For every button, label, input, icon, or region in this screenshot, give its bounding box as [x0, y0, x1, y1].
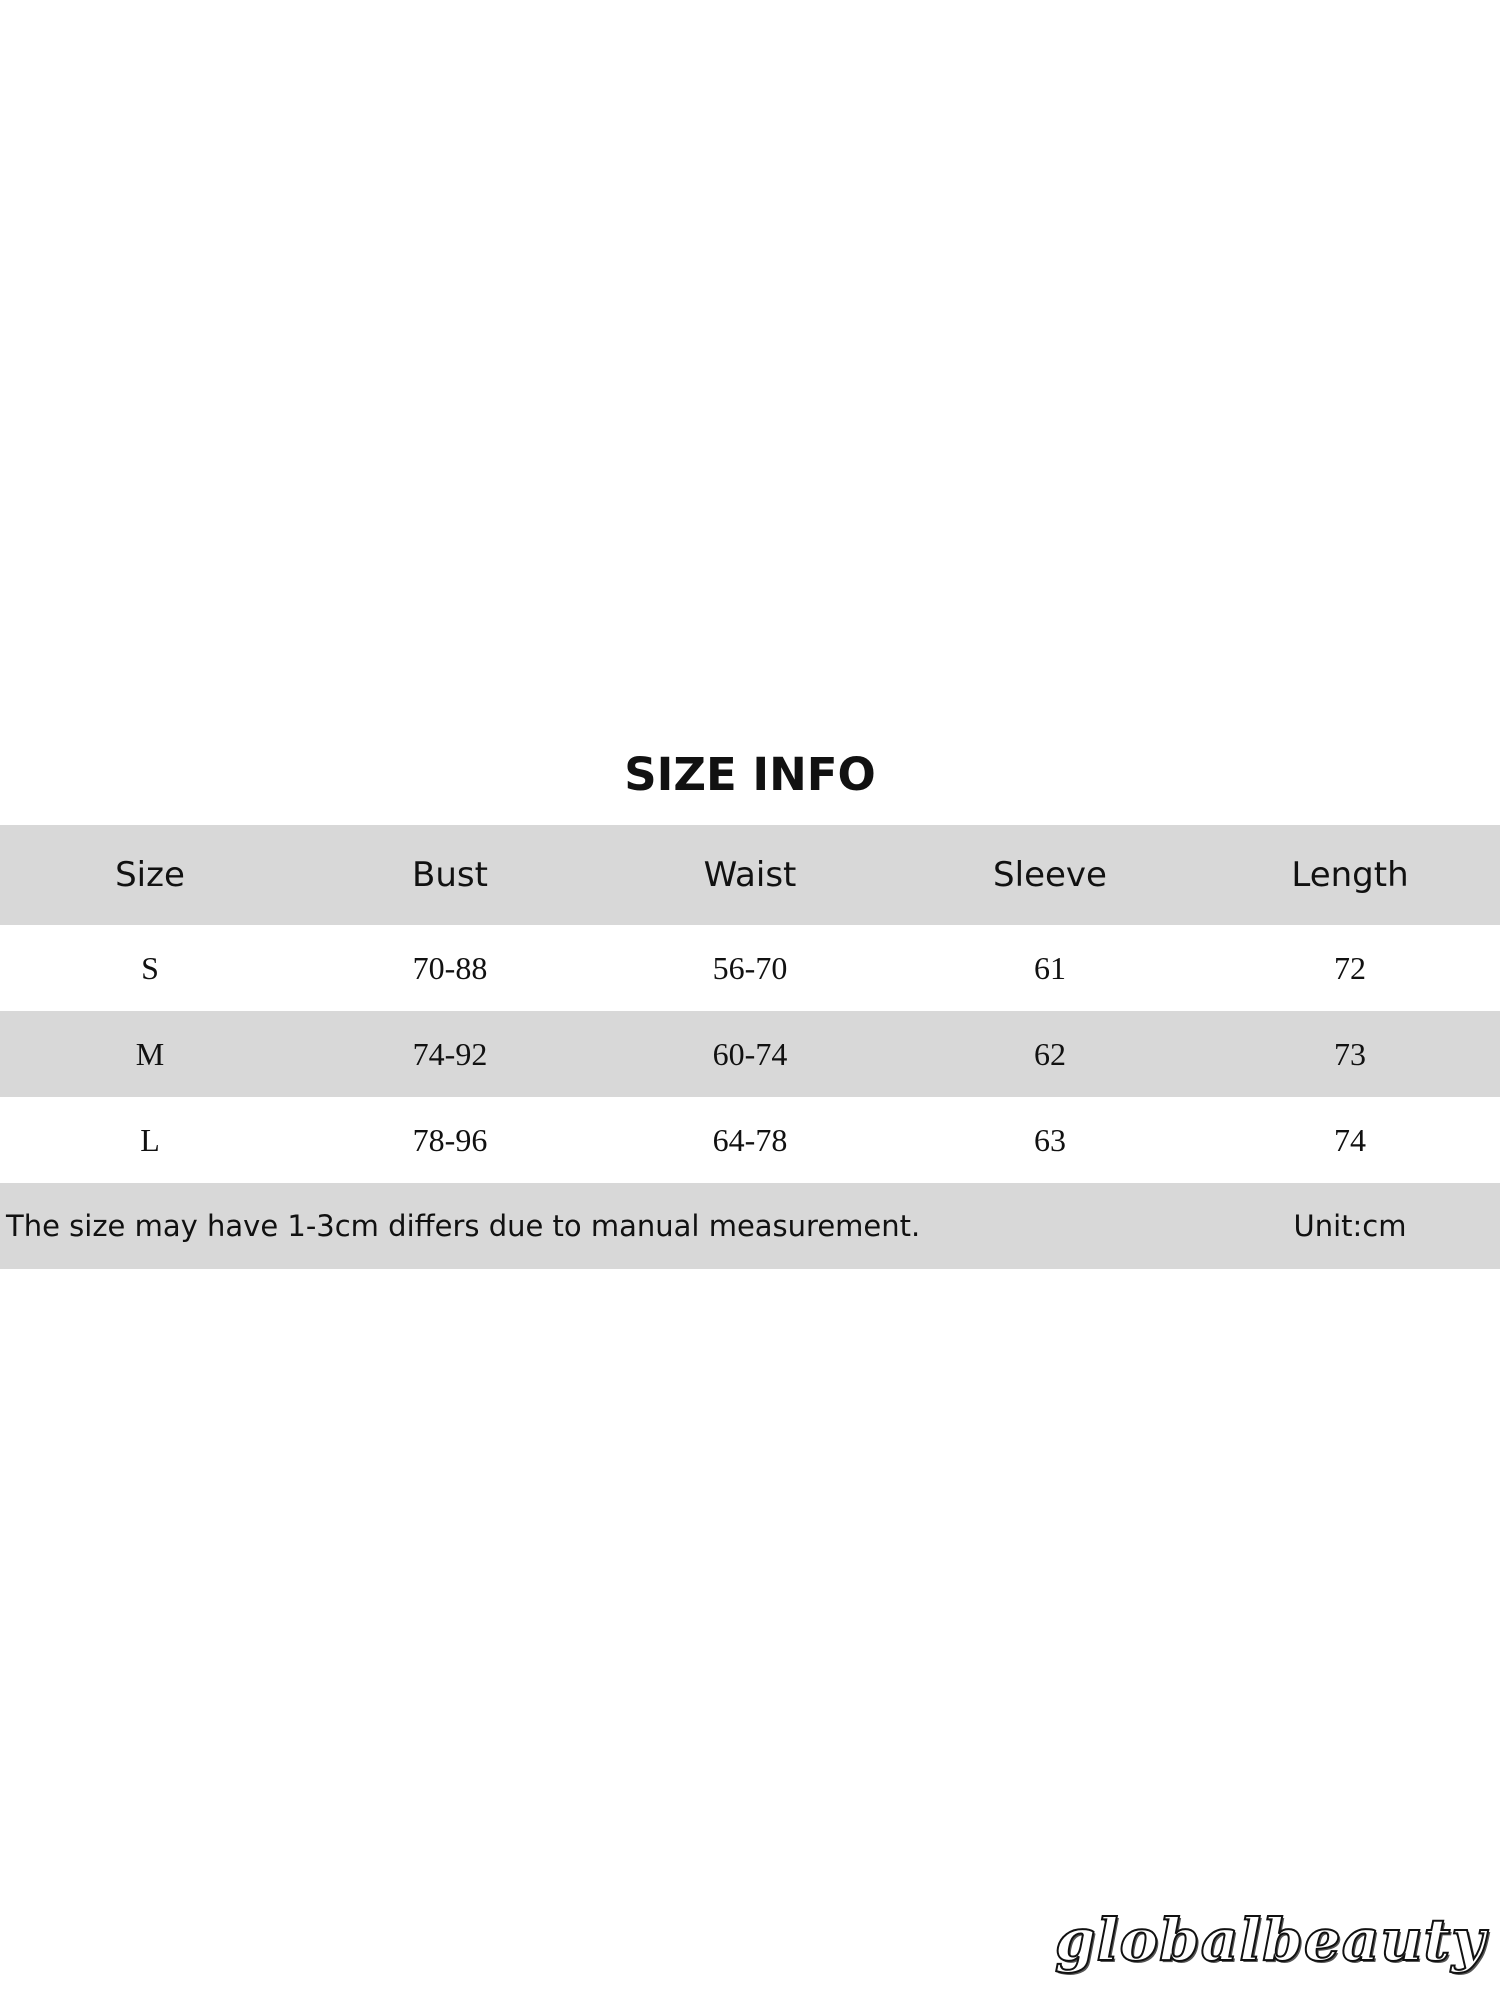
- cell-bust: 74-92: [412, 1035, 488, 1072]
- size-chart-table: [0, 825, 1500, 1269]
- size-info-title: SIZE INFO: [624, 748, 876, 801]
- measurement-note: The size may have 1-3cm differs due to manual measurement.: [6, 1209, 921, 1243]
- cell-waist: 60-74: [712, 1035, 788, 1072]
- column-header-waist: Waist: [703, 855, 797, 895]
- column-header-size: Size: [115, 855, 185, 895]
- cell-sleeve: 63: [1034, 1121, 1066, 1158]
- table-header-row: [0, 825, 1500, 925]
- watermark-logo: globalbeauty: [1054, 1906, 1486, 1974]
- cell-length: 74: [1334, 1121, 1366, 1158]
- column-header-bust: Bust: [412, 855, 488, 895]
- cell-sleeve: 62: [1034, 1035, 1066, 1072]
- cell-waist: 64-78: [712, 1121, 788, 1158]
- cell-size: M: [135, 1035, 165, 1072]
- cell-bust: 78-96: [412, 1121, 488, 1158]
- cell-sleeve: 61: [1034, 949, 1066, 986]
- table-row: [0, 1097, 1500, 1183]
- unit-label: Unit:cm: [1293, 1209, 1407, 1243]
- table-note-row: [0, 1183, 1500, 1269]
- table-row: [0, 1011, 1500, 1097]
- cell-size: L: [140, 1121, 160, 1158]
- column-header-length: Length: [1291, 855, 1409, 895]
- column-header-sleeve: Sleeve: [993, 855, 1107, 895]
- cell-length: 72: [1334, 949, 1366, 986]
- table-row: [0, 925, 1500, 1011]
- cell-length: 73: [1334, 1035, 1366, 1072]
- cell-bust: 70-88: [412, 949, 488, 986]
- cell-waist: 56-70: [712, 949, 788, 986]
- cell-size: S: [141, 949, 159, 986]
